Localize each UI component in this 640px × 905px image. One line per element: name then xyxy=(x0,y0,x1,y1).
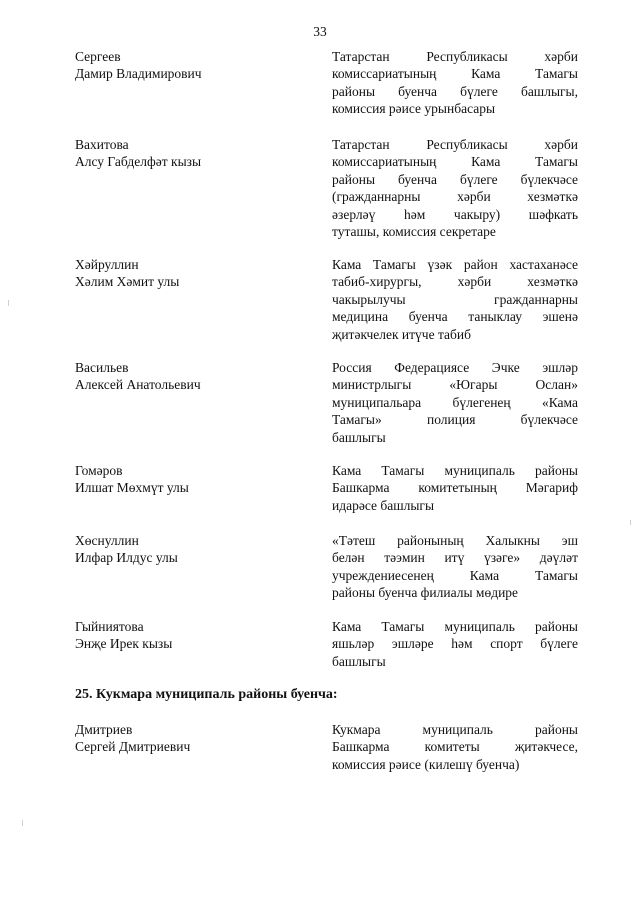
scan-mark xyxy=(22,820,23,826)
role-line: комиссия рәисе урынбасары xyxy=(332,101,496,117)
role-line: муниципальара бүлегенең «Кама xyxy=(332,394,578,410)
role-line: башлыгы xyxy=(332,653,386,669)
member-given-name: Алсу Габделфәт кызы xyxy=(75,154,202,170)
member-surname: Васильев xyxy=(75,360,129,375)
member-role xyxy=(332,721,578,773)
role-line: комиссариатының Кама Тамагы xyxy=(332,66,578,82)
role-line: табиб-хирургы, хәрби хезмәткә xyxy=(332,274,578,290)
role-line: учреждениесенең Кама Тамагы xyxy=(332,567,578,583)
role-line: Россия Федерациясе Эчке эшләр xyxy=(332,360,578,375)
member-given-name: Энҗе Ирек кызы xyxy=(75,636,173,652)
role-line: Башкарма комитеты җитәкчесе, xyxy=(332,739,578,755)
role-line: (гражданнарны хәрби хезмәткә xyxy=(332,189,578,205)
member-surname: Вахитова xyxy=(75,137,129,152)
role-line: районы буенча филиалы мөдире xyxy=(332,585,519,601)
role-line: Кукмара муниципаль районы xyxy=(332,722,578,737)
role-line: Кама Тамагы муниципаль районы xyxy=(332,619,578,634)
role-line: районы буенча бүлеге бүлекчәсе xyxy=(332,171,578,187)
role-line: Тамагы» полиция бүлекчәсе xyxy=(332,412,578,428)
member-surname: Дмитриев xyxy=(75,722,133,737)
member-role xyxy=(332,618,578,670)
member-role xyxy=(332,48,578,118)
role-line: идарәсе башлыгы xyxy=(332,497,435,513)
role-line: башлыгы xyxy=(332,429,386,445)
member-given-name: Сергей Дмитриевич xyxy=(75,739,191,755)
member-role xyxy=(332,136,578,240)
scan-mark xyxy=(630,520,631,525)
role-line: министрлыгы «Югары Ослан» xyxy=(332,377,578,393)
member-given-name: Илшат Мөхмүт улы xyxy=(75,480,189,496)
role-line: комиссия рәисе (килешү буенча) xyxy=(332,756,520,772)
role-line: районы буенча бүлеге башлыгы, xyxy=(332,83,578,99)
section-heading: 25. Кукмара муниципаль районы буенча: xyxy=(75,687,338,702)
member-surname: Хәйруллин xyxy=(75,257,139,272)
member-given-name: Хәлим Хәмит улы xyxy=(75,274,180,290)
member-name xyxy=(75,618,305,653)
member-name xyxy=(75,359,305,394)
role-line: әзерләү һәм чакыру) шәфкать xyxy=(332,206,578,222)
member-surname: Гыйниятова xyxy=(75,619,144,634)
member-role xyxy=(332,359,578,446)
member-surname: Сергеев xyxy=(75,49,121,64)
role-line: җитәкчелек итүче табиб xyxy=(332,326,471,342)
member-role xyxy=(332,256,578,343)
role-line: Кама Тамагы муниципаль районы xyxy=(332,463,578,478)
member-name xyxy=(75,721,305,756)
member-name xyxy=(75,256,305,291)
page-number: 33 xyxy=(313,24,327,39)
role-line: медицина буенча таныклау эшенә xyxy=(332,309,578,325)
role-line: Татарстан Республикасы хәрби xyxy=(332,49,578,64)
role-line: туташы, комиссия секретаре xyxy=(332,223,496,239)
member-surname: Хөснуллин xyxy=(75,533,139,548)
member-name xyxy=(75,48,305,83)
role-line: белән тәэмин итү үзәге» дәүләт xyxy=(332,550,578,566)
member-name xyxy=(75,136,305,171)
member-role xyxy=(332,532,578,602)
member-name xyxy=(75,462,305,497)
member-name xyxy=(75,532,305,567)
role-line: Татарстан Республикасы хәрби xyxy=(332,137,578,152)
role-line: комиссариатының Кама Тамагы xyxy=(332,154,578,170)
role-line: Кама Тамагы үзәк район хастаханәсе xyxy=(332,257,578,272)
role-line: яшьләр эшләре һәм спорт бүлеге xyxy=(332,636,578,652)
member-role xyxy=(332,462,578,514)
role-line: чакырылучы гражданнарны xyxy=(332,291,578,307)
member-given-name: Алексей Анатольевич xyxy=(75,377,201,393)
member-given-name: Дамир Владимирович xyxy=(75,66,202,82)
member-given-name: Илфар Илдус улы xyxy=(75,550,178,566)
scan-mark xyxy=(8,300,9,306)
role-line: «Тәтеш районының Халыкны эш xyxy=(332,533,578,548)
role-line: Башкарма комитетының Мәгариф xyxy=(332,480,578,496)
member-surname: Гомәров xyxy=(75,463,123,478)
